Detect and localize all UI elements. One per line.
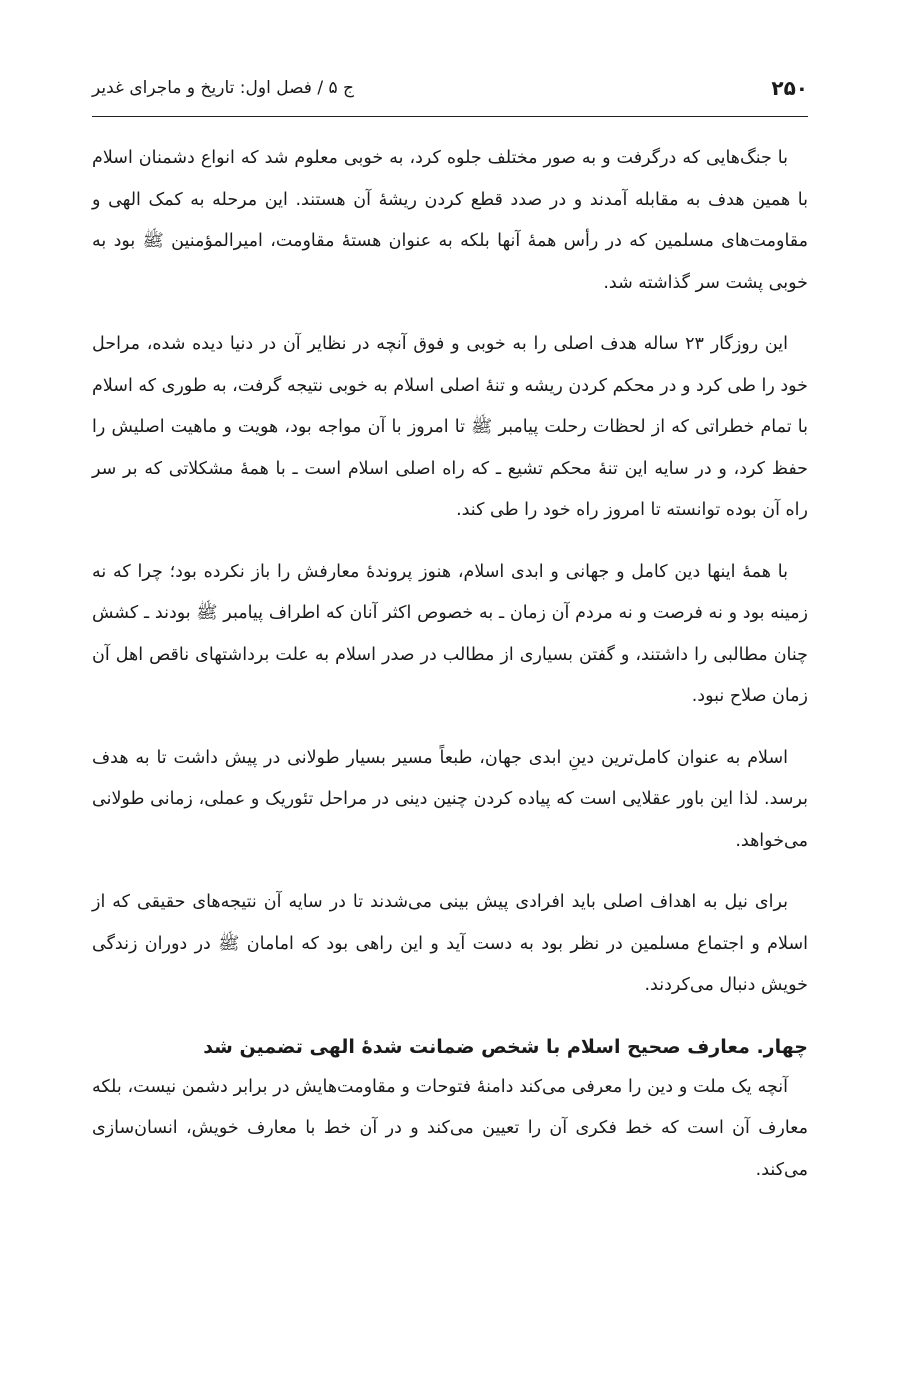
section-paragraph: آنچه یک ملت و دین را معرفی می‌کند دامنهٔ فتوحات و مقاومت‌هایش در برابر دشمن نیست، بلکه معارف آن است که خط فکری آن را تعیین می‌کند و در آن خط با معارف خویش، انسان‌سازی می‌کند.	[92, 1076, 808, 1180]
running-header-title: ج ۵ / فصل اول: تاریخ و ماجرای غدیر	[92, 78, 355, 98]
section-heading: چهار. معارف صحیح اسلام با شخص ضمانت شدهٔ الهی تضمین شد	[203, 1035, 808, 1058]
paragraph-4: اسلام به عنوان کامل‌ترین دینِ ابدی جهان، طبعاً مسیر بسیار طولانی در پیش داشت تا به هدف برسد. لذا این باور عقلایی است که پیاده کردن چنین دینی در مراحل تئوریک و عملی، زمانی طولانی می‌خواهد.	[92, 747, 808, 851]
running-header	[92, 70, 808, 117]
paragraph-5: برای نیل به اهداف اصلی باید افرادی پیش بینی می‌شدند تا در سایه آن نتیجه‌های حقیقی که از اسلام و اجتماع مسلمین در نظر بود به دست آید و این راهی بود که امامان ﷺ در دوران زندگی خویش دنبال می‌کردند.	[92, 892, 808, 995]
body-text	[92, 138, 808, 1211]
page-number: ۲۵۰	[771, 76, 808, 100]
paragraph-1: با جنگ‌هایی که درگرفت و به صور مختلف جلوه کرد، به خوبی معلوم شد که انواع دشمنان اسلام با همین هدف به مقابله آمدند و در صدد قطع کردن ریشهٔ آن هستند. این مرحله به کمک الهی و مقاومت‌های مسلمین که در رأس همهٔ آنها بلکه به عنوان هستهٔ مقاومت، امیرالمؤمنین ﷺ بود به خوبی پشت سر گذاشته شد.	[92, 148, 808, 293]
paragraph-3: با همهٔ اینها دین کامل و جهانی و ابدی اسلام، هنوز پروندهٔ معارفش را باز نکرده بود؛ چرا که نه زمینه بود و نه فرصت و نه مردم آن زمان ـ به خصوص اکثر آنان که اطراف پیامبر ﷺ بودند ـ کشش چنان مطالبی را داشتند، و گفتن بسیاری از مطالب در صدر اسلام به علت برداشتهای ناقص اهل آن زمان صلاح نبود.	[92, 561, 808, 706]
paragraph-2: این روزگار ۲۳ ساله هدف اصلی را به خوبی و فوق آنچه در نظایر آن در دنیا دیده شده، مراحل خود را طی کرد و در محکم کردن ریشه و تنهٔ اصلی اسلام به خوبی نتیجه گرفت، به طوری که اسلام با تمام خطراتی که از لحظات رحلت پیامبر ﷺ تا امروز با آن مواجه بود، هویت و ماهیت اصلیش را حفظ کرد، و در سایه این تنهٔ محکم تشیع ـ که راه اصلی اسلام است ـ با همهٔ مشکلاتی که بر سر راه آن بوده توانسته تا امروز راه خود را طی کند.	[92, 334, 808, 520]
book-page	[92, 0, 808, 1390]
